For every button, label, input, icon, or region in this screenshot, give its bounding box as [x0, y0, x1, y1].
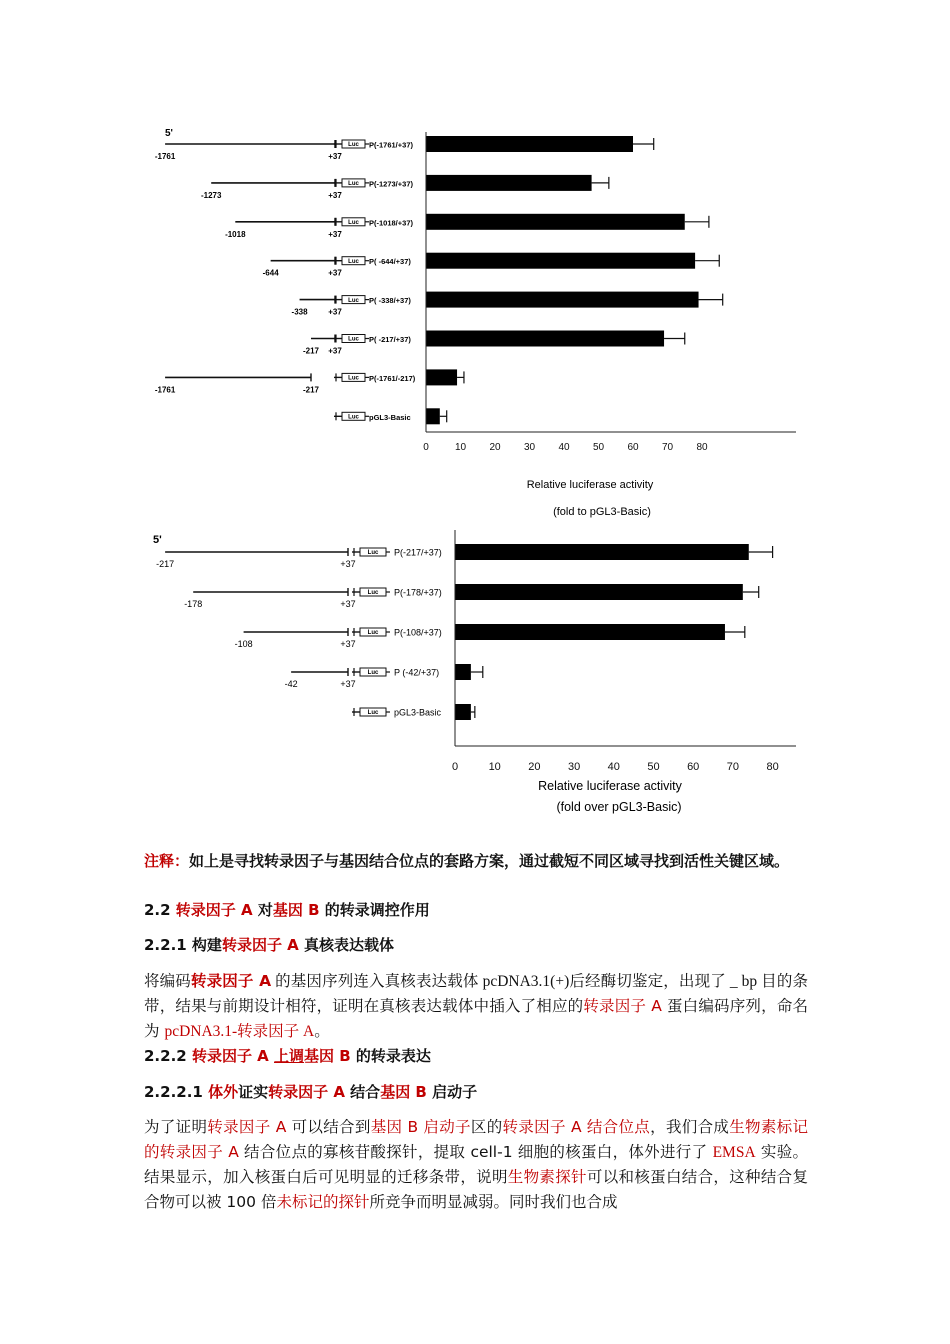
section-number: 2.2	[144, 901, 176, 919]
construct-row	[201, 175, 609, 200]
bar	[455, 624, 725, 640]
body-text: 实验。结果显示，加入核蛋白后可见明显的迁移条带，说明	[144, 1143, 808, 1186]
construct-end-label: +37	[340, 679, 356, 689]
x-tick-label: 20	[528, 761, 541, 773]
x-tick-label: 70	[661, 442, 674, 453]
luc-label: Luc	[367, 710, 379, 717]
five-prime-label: 5'	[153, 534, 162, 546]
term-biotin-probe: 生物素探针	[507, 1168, 587, 1186]
luc-label: Luc	[348, 181, 359, 188]
body-text: 结合位点的寡核苷酸探针，提取 cell-1 细胞的核蛋白，体外进行了	[238, 1143, 713, 1161]
x-tick-label: 30	[567, 761, 581, 773]
vector-name: pcDNA3.1-转录因子 A	[164, 1023, 315, 1040]
body-text: 蛋白编码序列，命名为	[144, 997, 809, 1040]
construct-name: P(-1761/-217)	[369, 373, 416, 383]
x-tick-label: 50	[647, 761, 660, 773]
x-tick-label: 20	[489, 442, 501, 453]
note-label: 注释：	[144, 852, 190, 870]
construct-name: P( -338/+37)	[369, 296, 411, 306]
body-text: 可以结合到	[286, 1118, 371, 1136]
term-biotin-labeled: 生物素标记的转录因子 A	[144, 1118, 808, 1161]
construct-start-label: -644	[262, 268, 279, 278]
construct-name: P (-42/+37)	[394, 667, 440, 678]
luc-label: Luc	[348, 220, 359, 226]
x-axis-sublabel: (fold to pGL3-Basic)	[553, 506, 651, 518]
x-tick-labels	[452, 761, 779, 773]
x-tick-label: 80	[696, 442, 708, 453]
five-prime-label: 5'	[165, 128, 173, 139]
bar	[426, 369, 457, 385]
term-gene-b-promoter: 基因 B 启动子	[370, 1118, 471, 1136]
term-tf-a: 转录因子 A	[268, 1083, 345, 1101]
construct-start-label: -178	[184, 599, 203, 609]
luc-label: Luc	[348, 336, 359, 343]
construct-end-label: +37	[328, 229, 342, 239]
bar	[426, 331, 664, 347]
construct-name: P(-217/+37)	[394, 547, 442, 558]
bar	[455, 704, 471, 720]
construct-end-label: +37	[340, 599, 356, 609]
section-2-2-2-1-heading	[144, 1080, 808, 1104]
x-tick-label: 30	[523, 442, 536, 453]
x-tick-label: 80	[766, 761, 779, 773]
construct-end-label: +37	[328, 307, 342, 317]
luciferase-figure-2	[0, 525, 950, 825]
term-emsa: EMSA	[712, 1144, 756, 1161]
x-tick-label: 50	[592, 442, 605, 453]
construct-name: P(-1273/+37)	[369, 179, 413, 189]
luc-label: Luc	[367, 670, 379, 677]
construct-end-label: -217	[302, 385, 320, 395]
construct-end-label: +37	[340, 639, 356, 649]
term-in-vitro: 体外	[208, 1083, 239, 1101]
x-tick-label: 70	[726, 761, 740, 773]
construct-name: P(-1018/+37)	[369, 218, 413, 228]
construct-end-label: +37	[340, 559, 356, 569]
body-text: 将编码	[144, 972, 191, 990]
luciferase-figure-1	[0, 0, 950, 530]
luc-label: Luc	[348, 414, 359, 421]
term-tf-a: 转录因子 A	[191, 1047, 269, 1065]
x-tick-label: 10	[454, 442, 467, 453]
body-text: 为了证明	[144, 1118, 208, 1136]
luc-label: Luc	[367, 630, 379, 637]
term-gene-b: 基因 B	[272, 901, 320, 919]
heading-text: 证实	[238, 1083, 269, 1101]
heading-text: 启动子	[426, 1083, 478, 1101]
x-tick-label: 60	[687, 761, 700, 773]
section-number: 2.2.2	[144, 1047, 192, 1065]
section-2-2-1-heading	[144, 933, 808, 957]
construct-name: P( -217/+37)	[369, 335, 411, 344]
construct-row	[156, 544, 772, 569]
bar	[426, 408, 440, 424]
construct-row	[155, 136, 654, 161]
x-tick-label: 0	[423, 442, 429, 453]
bar	[426, 214, 685, 230]
construct-row	[263, 253, 720, 278]
construct-rows	[155, 136, 723, 424]
heading-text: 的转录表达	[350, 1047, 431, 1065]
body-text: 可以和核蛋白结合，这种结合复合物可以被 100 倍	[144, 1168, 808, 1211]
construct-name: P(-1761/+37)	[369, 140, 413, 150]
body-text: 的基因序列连入真核表达载体 pcDNA3.1(+)后经酶切鉴定，出现了 _ bp 目的条带，结果与前期设计相符，证明在真核表达载体中插入了相应的	[144, 973, 808, 1015]
luc-label: Luc	[348, 142, 359, 149]
construct-end-label: +37	[328, 268, 342, 278]
construct-row	[334, 408, 447, 424]
construct-row	[352, 704, 475, 720]
section-2-2-2-heading	[144, 1044, 808, 1068]
bar	[455, 584, 743, 600]
x-axis-label: Relative luciferase activity	[538, 779, 682, 793]
term-tf-a: 转录因子 A	[207, 1118, 287, 1136]
x-tick-label: 40	[607, 761, 620, 773]
construct-row	[292, 292, 723, 317]
construct-row	[285, 664, 483, 689]
section-number: 2.2.1 构建	[144, 936, 222, 954]
construct-name: P(-178/+37)	[394, 587, 442, 598]
x-tick-label: 10	[488, 761, 501, 773]
construct-row	[155, 369, 464, 394]
heading-text: 的转录调控作用	[319, 901, 430, 919]
construct-start-label: -42	[284, 679, 298, 689]
construct-row	[184, 584, 759, 609]
construct-name: pGL3-Basic	[369, 412, 411, 422]
construct-end-label: +37	[328, 152, 342, 161]
heading-text: 结合	[344, 1083, 381, 1101]
construct-row	[235, 624, 745, 649]
luc-label: Luc	[348, 258, 359, 265]
construct-start-label: -217	[156, 559, 175, 569]
heading-text: 对	[252, 901, 273, 919]
term-tf-a: 转录因子 A	[221, 936, 299, 954]
construct-name: P( -644/+37)	[369, 257, 411, 267]
luc-label: Luc	[348, 297, 359, 304]
bar	[426, 175, 592, 191]
term-gene-b: 基因 B	[380, 1083, 427, 1101]
bar	[426, 136, 633, 152]
construct-start-label: -217	[302, 346, 320, 356]
construct-start-label: -1273	[200, 190, 222, 200]
construct-row	[303, 331, 685, 356]
x-axis-label: Relative luciferase activity	[526, 479, 654, 491]
construct-start-label: -338	[291, 307, 308, 317]
construct-rows	[156, 544, 772, 720]
construct-name: P(-108/+37)	[394, 627, 442, 638]
section-2-2-heading	[144, 898, 808, 922]
bar	[426, 292, 699, 308]
heading-text: 真核表达载体	[298, 936, 395, 954]
term-binding-site: 转录因子 A 结合位点	[502, 1118, 651, 1136]
note-paragraph	[144, 849, 808, 873]
paragraph-emsa	[144, 1115, 808, 1215]
term-unlabeled-probe: 未标记的探针	[276, 1193, 370, 1211]
construct-start-label: -1018	[225, 229, 246, 239]
term-tf-a: 转录因子 A	[583, 997, 662, 1015]
note-text: 如上是寻找转录因子与基因结合位点的套路方案，通过截短不同区域寻找到活性关键区域。	[189, 852, 790, 870]
construct-start-label: -1761	[154, 385, 176, 395]
x-axis-sublabel: (fold over pGL3-Basic)	[556, 800, 682, 814]
luc-label: Luc	[348, 375, 359, 382]
construct-start-label: -1761	[154, 152, 176, 161]
bar	[455, 664, 471, 680]
luc-label: Luc	[367, 590, 379, 597]
construct-end-label: +37	[328, 190, 342, 200]
term-gene-b: 基因 B	[304, 1047, 351, 1065]
construct-end-label: +37	[328, 346, 342, 356]
bar	[426, 253, 695, 269]
construct-start-label: -108	[234, 639, 253, 649]
luc-label: Luc	[367, 550, 379, 557]
body-text: 所竞争而明显减弱。同时我们也合成	[369, 1193, 618, 1211]
term-tf-a: 转录因子 A	[175, 901, 253, 919]
paragraph-vector-construction	[144, 969, 808, 1044]
bar	[455, 544, 749, 560]
x-tick-labels	[423, 442, 708, 453]
body-text: 。	[314, 1022, 330, 1040]
term-tf-a: 转录因子 A	[190, 972, 272, 990]
x-tick-label: 60	[627, 442, 639, 453]
section-number: 2.2.2.1	[144, 1083, 209, 1101]
construct-name: pGL3-Basic	[394, 707, 442, 718]
body-text: 区的	[470, 1118, 503, 1136]
term-upregulate: 上调	[274, 1047, 305, 1065]
x-tick-label: 40	[558, 442, 570, 453]
construct-row	[225, 214, 709, 239]
body-text: ，我们合成	[650, 1118, 730, 1136]
x-tick-label: 0	[451, 761, 459, 773]
